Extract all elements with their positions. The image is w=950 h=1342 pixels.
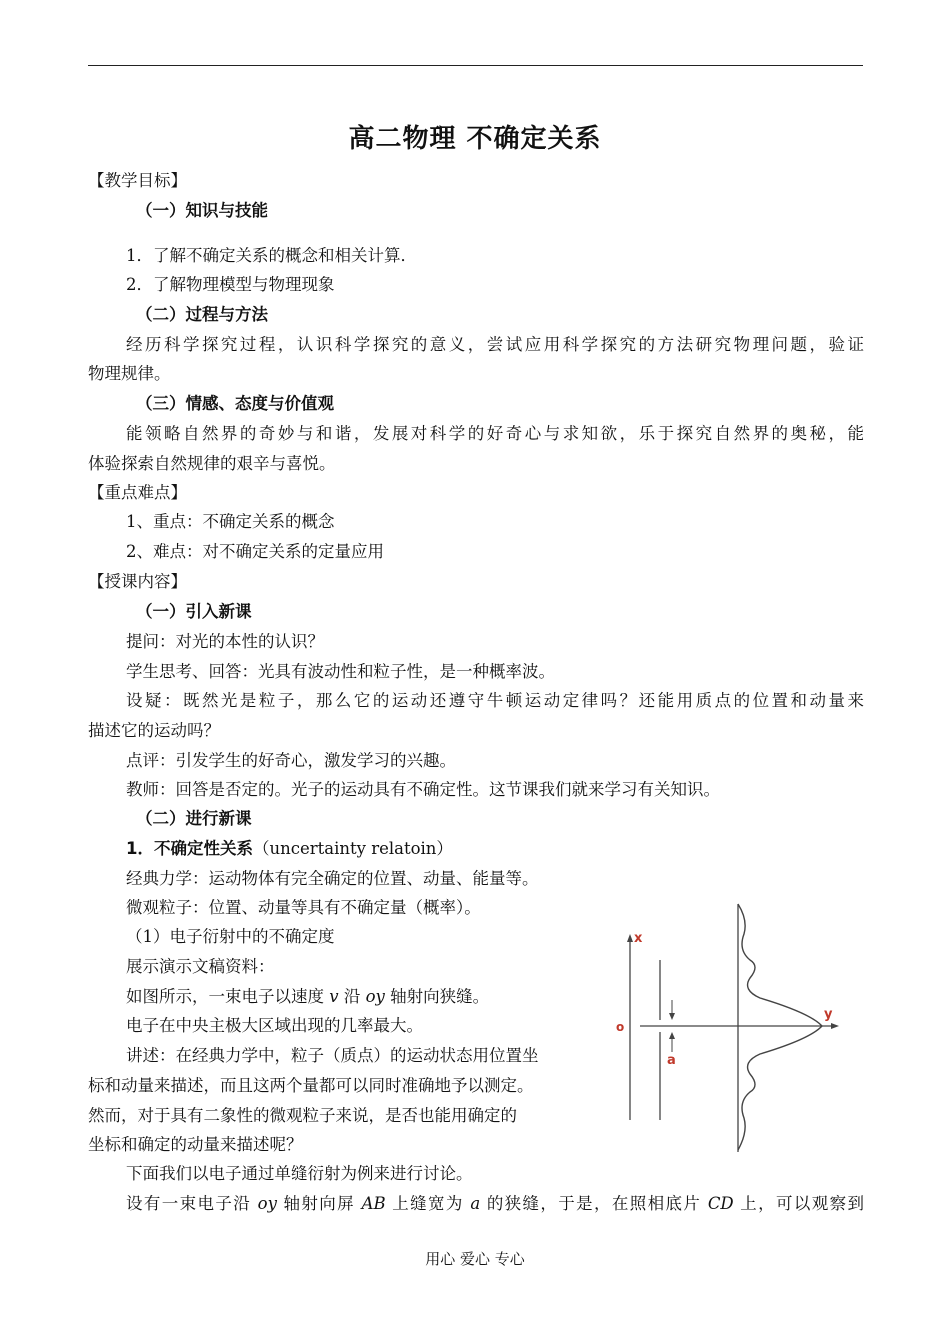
intro-comment: 点评：引发学生的好奇心，激发学习的兴趣。: [126, 751, 456, 770]
single-slit-setup: [126, 1193, 864, 1215]
paragraph-process-b: 物理规律。: [88, 364, 171, 383]
subheading-process: （二）过程与方法: [136, 305, 268, 324]
text-run: 设有一束电子沿: [126, 1194, 258, 1213]
talk-line-4: 坐标和确定的动量来描述呢？: [88, 1135, 303, 1154]
text-run: 沿: [338, 987, 366, 1006]
text-run: 的狭缝，于是，在照相底片: [480, 1194, 708, 1213]
page-footer: 用心 爱心 专心: [425, 1250, 525, 1268]
subheading-knowledge: （一）知识与技能: [136, 201, 268, 220]
x-label: x: [634, 931, 643, 946]
key-point-2: 2、难点：对不确定关系的定量应用: [126, 542, 384, 561]
text-run: 轴射向狭缝。: [384, 987, 490, 1006]
show-slides: 展示演示文稿资料：: [126, 957, 275, 976]
subheading-new-lesson: （二）进行新课: [136, 809, 252, 828]
key-point-1: 1、重点：不确定关系的概念: [126, 512, 335, 531]
talk-line-3: 然而，对于具有二象性的微观粒子来说，是否也能用确定的: [88, 1106, 517, 1125]
x-arrow: [627, 934, 633, 942]
figure-description: [126, 986, 489, 1008]
uncertainty-heading: [126, 838, 453, 860]
origin-label: o: [616, 1020, 625, 1034]
uncertainty-heading-en: （uncertainty relatoin）: [252, 839, 453, 858]
screen-symbol: AB: [361, 1194, 386, 1213]
text-run: 轴射向屏: [276, 1194, 362, 1213]
intensity-curve: [738, 904, 822, 1150]
paragraph-process-a: 经历科学探究过程，认识科学探究的意义，尝试应用科学探究的方法研究物理问题，验证: [126, 335, 864, 354]
text-run: 上，可以观察到: [733, 1194, 864, 1213]
slit-width-label: a: [667, 1053, 676, 1068]
axis-symbol: oy: [365, 987, 385, 1006]
paragraph-attitude-b: 体验探索自然规律的艰辛与喜悦。: [88, 454, 336, 473]
y-arrow: [831, 1023, 839, 1029]
diffraction-figure: [610, 898, 855, 1156]
electron-diffraction-item: （1）电子衍射中的不确定度: [126, 927, 335, 946]
heading-goals: 【教学目标】: [88, 171, 187, 190]
subheading-intro: （一）引入新课: [136, 602, 252, 621]
y-label: y: [824, 1007, 833, 1022]
goal-item-1: 1．了解不确定关系的概念和相关计算．: [126, 246, 417, 265]
central-maximum: 电子在中央主极大区域出现的几率最大。: [126, 1016, 423, 1035]
film-symbol: CD: [707, 1194, 734, 1213]
classic-mechanics: 经典力学：运动物体有完全确定的位置、动量、能量等。: [126, 869, 539, 888]
velocity-symbol: v: [329, 987, 339, 1006]
talk-line-2: 标和动量来描述，而且这两个量都可以同时准确地予以测定。: [88, 1076, 534, 1095]
intro-answer: 学生思考、回答：光具有波动性和粒子性，是一种概率波。: [126, 662, 555, 681]
header-rule: [88, 65, 863, 66]
intro-doubt-b: 描述它的运动吗？: [88, 721, 220, 740]
axis-symbol: oy: [257, 1194, 277, 1213]
talk-line-1: 讲述：在经典力学中，粒子（质点）的运动状态用位置坐: [126, 1046, 539, 1065]
intro-doubt-a: 设疑：既然光是粒子，那么它的运动还遵守牛顿运动定律吗？还能用质点的位置和动量来: [126, 691, 864, 710]
single-slit-intro: 下面我们以电子通过单缝衍射为例来进行讨论。: [126, 1164, 473, 1183]
slit-width-symbol: a: [470, 1194, 481, 1213]
text-run: 如图所示，一束电子以速度: [126, 987, 330, 1006]
page-title: 高二物理 不确定关系: [348, 124, 602, 154]
micro-particles: 微观粒子：位置、动量等具有不确定量（概率）。: [126, 898, 481, 917]
subheading-attitude: （三）情感、态度与价值观: [136, 394, 334, 413]
goal-item-2: 2．了解物理模型与物理现象: [126, 275, 335, 294]
heading-key-points: 【重点难点】: [88, 483, 187, 502]
intro-teacher: 教师：回答是否定的。光子的运动具有不确定性。这节课我们就来学习有关知识。: [126, 780, 720, 799]
heading-content: 【授课内容】: [88, 572, 187, 591]
intro-question: 提问：对光的本性的认识？: [126, 632, 324, 651]
uncertainty-heading-cn: 1．不确定性关系: [126, 839, 253, 858]
paragraph-attitude-a: 能领略自然界的奇妙与和谐，发展对科学的好奇心与求知欲，乐于探究自然界的奥秘，能: [126, 424, 864, 443]
gap-arrow-head-top: [669, 1013, 675, 1020]
gap-arrow-head-bottom: [669, 1032, 675, 1039]
text-run: 上缝宽为: [385, 1194, 471, 1213]
